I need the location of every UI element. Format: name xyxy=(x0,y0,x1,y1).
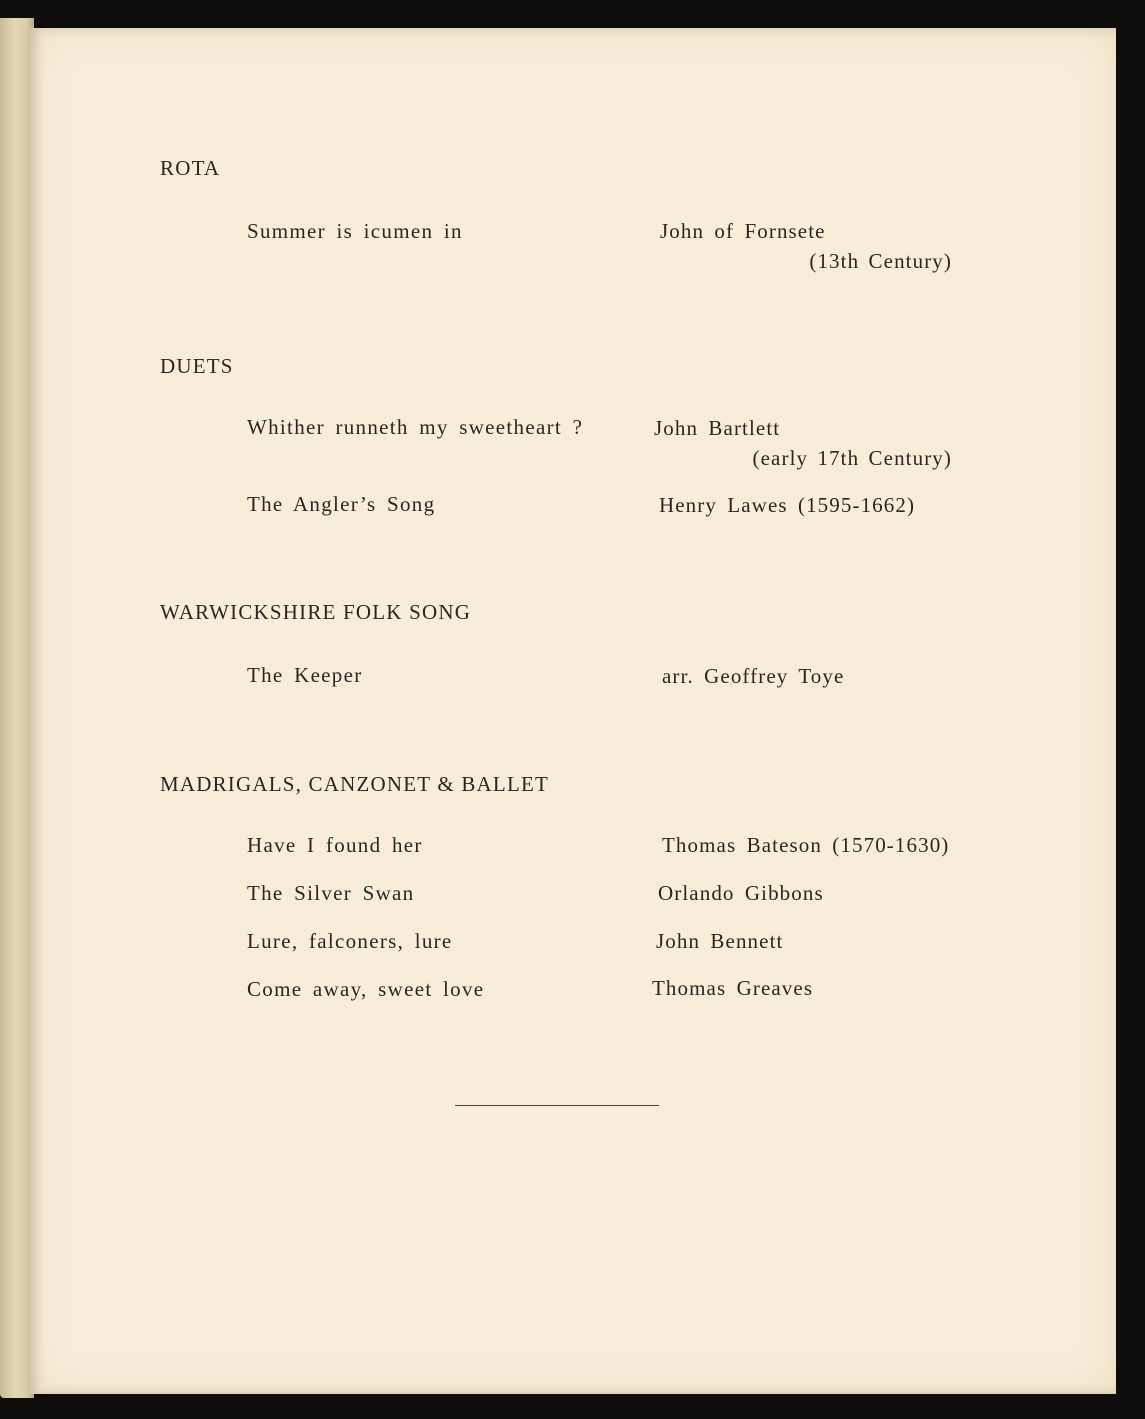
piece-composer: John Bartlett xyxy=(654,416,781,440)
piece-title: The Silver Swan xyxy=(247,881,415,905)
piece-composer: Thomas Greaves xyxy=(652,976,814,1000)
piece-composer: Henry Lawes (1595-1662) xyxy=(659,493,916,517)
piece-composer: arr. Geoffrey Toye xyxy=(662,664,845,688)
piece-composer-date: (early 17th Century) xyxy=(752,446,952,470)
piece-title: Have I found her xyxy=(247,833,423,857)
section-heading-duets: DUETS xyxy=(160,354,234,378)
piece-composer-date: (13th Century) xyxy=(809,249,952,273)
program-page xyxy=(30,28,1116,1394)
piece-composer: John of Fornsete xyxy=(660,219,826,243)
section-heading-madrigals: MADRIGALS, CANZONET & BALLET xyxy=(160,772,550,796)
piece-title: Come away, sweet love xyxy=(247,977,485,1001)
book-spine-edge xyxy=(0,18,34,1398)
piece-composer: Thomas Bateson (1570-1630) xyxy=(662,833,950,857)
section-heading-folk-song: WARWICKSHIRE FOLK SONG xyxy=(160,600,472,624)
piece-title: The Angler’s Song xyxy=(247,492,436,516)
piece-title: The Keeper xyxy=(247,663,363,687)
piece-title: Whither runneth my sweetheart ? xyxy=(247,415,584,439)
piece-composer: Orlando Gibbons xyxy=(658,881,824,905)
piece-title: Summer is icumen in xyxy=(247,219,463,243)
piece-composer: John Bennett xyxy=(656,929,784,953)
piece-title: Lure, falconers, lure xyxy=(247,929,453,953)
closing-rule xyxy=(455,1105,659,1106)
section-heading-rota: ROTA xyxy=(160,156,221,180)
